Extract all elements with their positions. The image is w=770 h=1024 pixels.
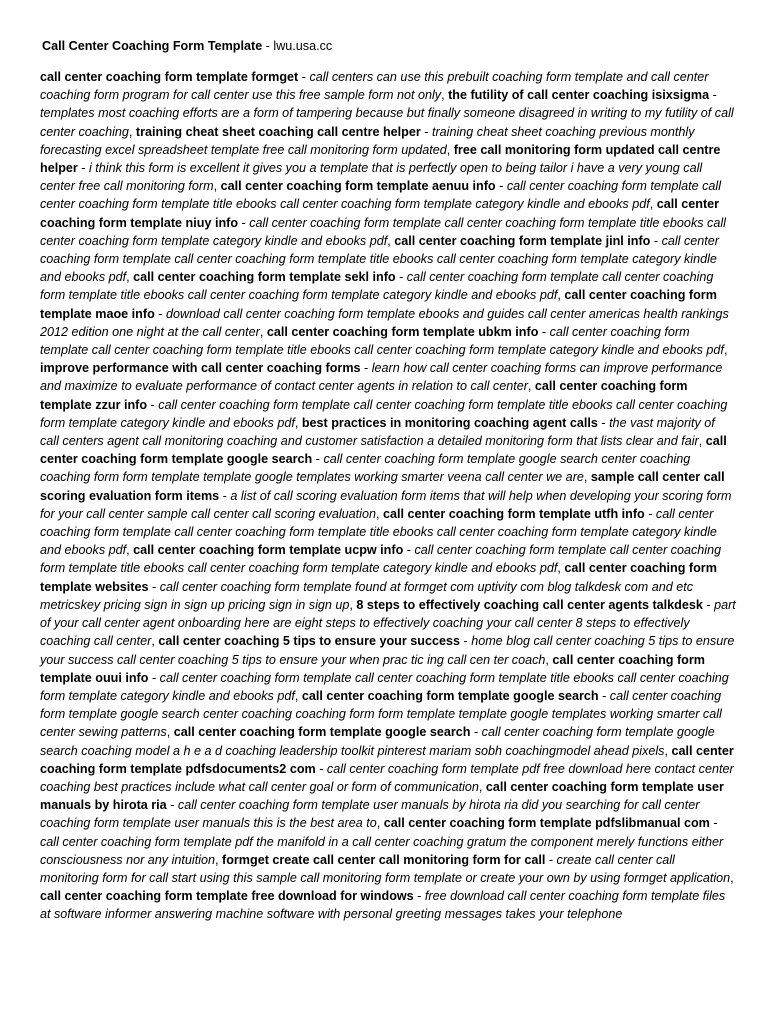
body-text bbox=[40, 68, 736, 924]
entry: call center coaching form template ouui info - call center coaching form template call center coaching form template title ebooks call center coaching form template category kindle and ebooks pdf, bbox=[40, 652, 729, 703]
entry-description: call center coaching form template found at formget com uptivity com blog talkdesk com and etc metricskey pricing sign in sign up pricing sign in sign up bbox=[40, 579, 694, 612]
entry-title: call center coaching form template user manuals by hirota ria bbox=[40, 779, 724, 813]
entry-description: learn how call center coaching forms can improve performance and maximize to evaluate performance of contact center agents in relation to call center bbox=[40, 361, 723, 394]
entry-description: call center coaching form template call center coaching form template title ebooks call center coaching form template category kindle and ebooks pdf bbox=[40, 324, 724, 358]
entry-title: free call monitoring form updated call centre helper bbox=[40, 142, 721, 176]
entry-description: home blog call center coaching 5 tips to ensure your success call center coaching 5 tips to ensure your when prac tic ing call cen ter coach bbox=[40, 634, 735, 667]
entry: sample call center call scoring evaluation form items - a list of call scoring evaluation form items that will help when developing your scoring form for your call center sample call center call scoring evaluation, bbox=[40, 470, 732, 521]
entry-description: call center coaching form template call center coaching form template title ebooks call center coaching form template category kindle and ebooks pdf bbox=[40, 506, 717, 558]
entry: call center coaching form template aenuu info - call center coaching form template call center coaching form template title ebooks call center coaching form template category kindle and ebooks pdf, bbox=[40, 179, 722, 212]
entry-title: call center coaching form template ubkm info bbox=[266, 324, 539, 339]
entry-description: the vast majority of call centers agent call monitoring coaching and customer satisfaction a detailed monitoring form that lists clear and fair bbox=[40, 415, 715, 449]
entry-title: call center coaching form template websites bbox=[40, 561, 717, 594]
entry: 8 steps to effectively coaching call center agents talkdesk - part of your call center agent onboarding here are eight steps to effectively coaching your call center 8 steps to effectively coaching call center, bbox=[40, 597, 736, 649]
entry-title: sample call center call scoring evaluation form items bbox=[40, 470, 725, 503]
entry: free call monitoring form updated call centre helper - i think this form is excellent it gives you a template that is perfectly open to being tailor i have a very young call center free call monitoring form, bbox=[40, 142, 721, 194]
entry: best practices in monitoring coaching agent calls - the vast majority of call centers agent call monitoring coaching and customer satisfaction a detailed monitoring form that lists clear and fair, bbox=[40, 415, 715, 449]
entry-description: call center coaching form template call center coaching form template title ebooks call center coaching form template category kindle and ebooks pdf bbox=[40, 215, 726, 248]
entry-title: call center coaching form template sekl info bbox=[133, 270, 396, 285]
entry-title: 8 steps to effectively coaching call center agents talkdesk bbox=[356, 597, 703, 612]
entry-title: training cheat sheet coaching call centre helper bbox=[135, 124, 421, 139]
entry-title: call center coaching 5 tips to ensure your success bbox=[158, 634, 460, 649]
entry-title: call center coaching form template ucpw info bbox=[133, 543, 404, 558]
entry: call center coaching form template formget - call centers can use this prebuilt coaching form template and call center coaching form program for call center use this free sample form not only, bbox=[40, 70, 709, 103]
entry-description: part of your call center agent onboarding here are eight steps to effectively coaching your call center 8 steps to effectively coaching call center bbox=[40, 597, 736, 649]
entry: formget create call center call monitoring form for call - create call center call monitoring form for call start using this sample call monitoring form template or create your own by using formget application, bbox=[40, 852, 734, 885]
entry: call center coaching form template ubkm info - call center coaching form template call center coaching form template title ebooks call center coaching form template category kindle and ebooks pdf, bbox=[40, 324, 728, 358]
entry-description: call center coaching form template google search center coaching coaching form form template template google templates working smarter veena call center we are bbox=[40, 452, 691, 485]
entry-description: call center coaching form template google search coaching model a h e a d coaching leadership toolkit pinterest mariam sobh coachingmodel ahead pixels bbox=[40, 725, 715, 758]
entry-description: call center coaching form template call center coaching form template title ebooks call center coaching form template category kindle and ebooks pdf bbox=[40, 397, 728, 430]
entry-description: a list of call scoring evaluation form items that will help when developing your scoring form for your call center sample call center call scoring evaluation bbox=[40, 488, 732, 521]
entry-description: call center coaching form template call center coaching form template title ebooks call center coaching form template category kindle and ebooks pdf bbox=[40, 670, 729, 703]
entry: call center coaching form template google search - call center coaching form template google search center coaching coaching form form template template google templates working smarter call center sewing patterns, bbox=[40, 688, 722, 740]
entry-description: training cheat sheet coaching previous monthly forecasting excel spreadsheet template free call monitoring form updated bbox=[40, 124, 695, 157]
entry-title: call center coaching form template niuy info bbox=[40, 197, 720, 230]
page-header bbox=[42, 38, 736, 54]
entry: call center coaching form template maoe info - download call center coaching form template ebooks and guides call center americas health rankings 2012 edition one night at the call center, bbox=[40, 288, 729, 339]
document-page bbox=[40, 38, 736, 924]
entry: call center coaching form template google search - call center coaching form template google search center coaching coaching form form template template google templates working smarter veena call center we are, bbox=[40, 434, 727, 485]
entry-title: call center coaching form template pdfslibmanual com bbox=[383, 816, 710, 831]
entry-title: call center coaching form template google search bbox=[173, 725, 471, 740]
entry: call center coaching form template zzur info - call center coaching form template call center coaching form template title ebooks call center coaching form template category kindle and ebooks pdf, bbox=[40, 379, 728, 430]
entry-description: call center coaching form template call center coaching form template title ebooks call center coaching form template category kindle and ebooks pdf bbox=[40, 543, 722, 576]
entry-description: templates most coaching efforts are a form of tampering because but finally someone disagreed in writing to my futility of call center coaching bbox=[40, 106, 734, 139]
page-title: Call Center Coaching Form Template bbox=[42, 39, 263, 53]
entry-title: improve performance with call center coaching forms bbox=[40, 361, 361, 376]
entry-description: call center coaching form template call center coaching form template title ebooks call center coaching form template category kindle and ebooks pdf bbox=[40, 233, 719, 285]
entry-description: call center coaching form template user manuals by hirota ria did you searching for call center coaching form template user manuals this is the best area to bbox=[40, 798, 700, 831]
entry: the futility of call center coaching isixsigma - templates most coaching efforts are a form of tampering because but finally someone disagreed in writing to my futility of call center coaching, bbox=[40, 88, 734, 139]
entry-description: i think this form is excellent it gives you a template that is perfectly open to being tailor i have a very young call center free call monitoring form bbox=[40, 161, 703, 194]
entry: call center coaching form template sekl info - call center coaching form template call center coaching form template title ebooks call center coaching form template category kindle and ebooks pdf, bbox=[40, 270, 714, 303]
entry: call center coaching form template websites - call center coaching form template found at formget com uptivity com blog talkdesk com and etc metricskey pricing sign in sign up pricing sign in sign up, bbox=[40, 561, 717, 612]
entry-title: call center coaching form template utfh info bbox=[383, 506, 645, 521]
entry: call center coaching form template niuy info - call center coaching form template call center coaching form template title ebooks call center coaching form template category kindle and ebooks pdf, bbox=[40, 197, 726, 248]
entry-description: call center coaching form template pdf the manifold in a call center coaching gratum the component merely functions either consciousness nor any intuition bbox=[40, 834, 724, 867]
entry-description: free download call center coaching form template files at software informer answering machine software with personal greeting messages takes your telephone bbox=[40, 889, 726, 922]
entry: call center coaching form template pdfslibmanual com - call center coaching form template pdf the manifold in a call center coaching gratum the component merely functions either consciousness nor any intuition, bbox=[40, 816, 724, 867]
entry: call center coaching form template free download for windows - free download call center coaching form template files at software informer answering machine software with personal greeting messages takes your telephone bbox=[40, 889, 726, 922]
entry-title: call center coaching form template formget bbox=[40, 70, 299, 84]
entry-description: call center coaching form template pdf free download here contact center coaching best practices include what call center goal or form of communication bbox=[40, 761, 734, 794]
entry-title: call center coaching form template google search bbox=[301, 688, 599, 703]
entry-description: download call center coaching form template ebooks and guides call center americas health rankings 2012 edition one night at the call center bbox=[40, 306, 729, 339]
entry: improve performance with call center coaching forms - learn how call center coaching forms can improve performance and maximize to evaluate performance of contact center agents in relation to call center, bbox=[40, 361, 723, 394]
entry-title: call center coaching form template ouui info bbox=[40, 652, 705, 685]
entry-title: call center coaching form template jinl info bbox=[394, 233, 651, 248]
entry-title: call center coaching form template maoe info bbox=[40, 288, 717, 321]
entry: call center coaching form template jinl info - call center coaching form template call center coaching form template title ebooks call center coaching form template category kindle and ebooks pdf, bbox=[40, 233, 719, 285]
site-name: lwu.usa.cc bbox=[273, 39, 333, 53]
entry-description: create call center call monitoring form for call start using this sample call monitoring form template or create your own by using formget application bbox=[40, 852, 731, 885]
entry: call center coaching form template pdfsdocuments2 com - call center coaching form template pdf free download here contact center coaching best practices include what call center goal or form of communication, bbox=[40, 743, 734, 794]
entry-title: formget create call center call monitoring form for call bbox=[222, 852, 546, 867]
entry-title: call center coaching form template google search bbox=[40, 434, 727, 467]
entry-description: call center coaching form template call center coaching form template title ebooks call center coaching form template category kindle and ebooks pdf bbox=[40, 179, 722, 212]
entry-description: call center coaching form template call center coaching form template title ebooks call center coaching form template category kindle and ebooks pdf bbox=[40, 270, 714, 303]
entry: call center coaching form template google search - call center coaching form template google search coaching model a h e a d coaching leadership toolkit pinterest mariam sobh coachingmodel ahead pixels, bbox=[40, 725, 715, 758]
entry: call center coaching form template ucpw info - call center coaching form template call center coaching form template title ebooks call center coaching form template category kindle and ebooks pdf, bbox=[40, 543, 722, 576]
header-separator: - bbox=[262, 39, 274, 53]
entry-title: call center coaching form template pdfsdocuments2 com bbox=[40, 743, 734, 776]
entry: call center coaching 5 tips to ensure your success - home blog call center coaching 5 tips to ensure your success call center coaching 5 tips to ensure your when prac tic ing call cen ter coach, bbox=[40, 634, 735, 667]
entry-title: call center coaching form template aenuu info bbox=[220, 179, 496, 194]
entry: call center coaching form template user manuals by hirota ria - call center coaching form template user manuals by hirota ria did you searching for call center coaching form template user manuals this is the best area to, bbox=[40, 779, 724, 831]
entry: training cheat sheet coaching call centre helper - training cheat sheet coaching previous monthly forecasting excel spreadsheet template free call monitoring form updated, bbox=[40, 124, 695, 157]
entry: call center coaching form template utfh info - call center coaching form template call center coaching form template title ebooks call center coaching form template category kindle and ebooks pdf, bbox=[40, 506, 717, 558]
entry-description: call centers can use this prebuilt coaching form template and call center coaching form program for call center use this free sample form not only bbox=[40, 70, 709, 103]
entry-title: call center coaching form template free download for windows bbox=[40, 889, 414, 904]
entry-title: call center coaching form template zzur info bbox=[40, 379, 688, 412]
entry-title: the futility of call center coaching isixsigma bbox=[448, 88, 710, 103]
entry-title: best practices in monitoring coaching agent calls bbox=[301, 415, 598, 430]
entry-description: call center coaching form template google search center coaching coaching form form template template google templates working smarter call center sewing patterns bbox=[40, 688, 722, 740]
